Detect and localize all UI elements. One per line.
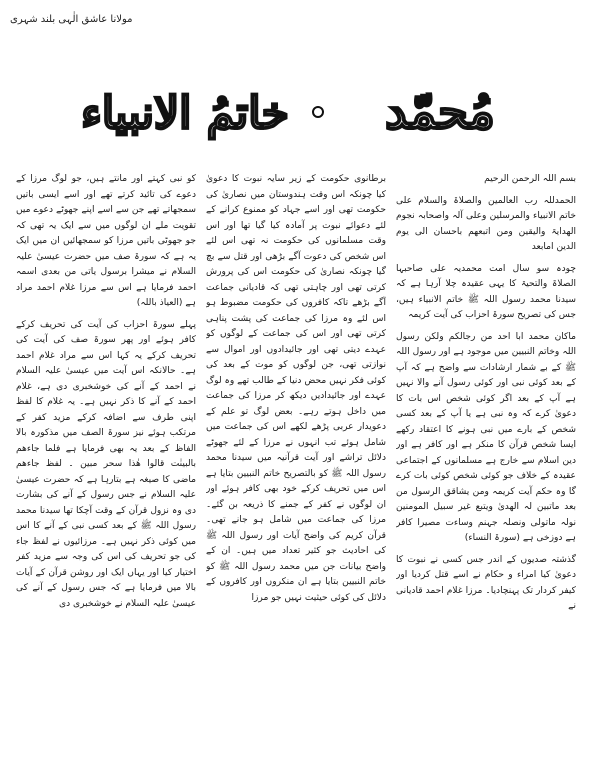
title-right-word: مُحمّد	[385, 84, 495, 140]
title-separator-dot	[313, 107, 323, 117]
paragraph: ماکان محمد ابا احد من رجالکم ولکن رسول اللہ وخاتم النبیین میں موجود ہے اور رسول اللہ ﷺ کے بے شمار ارشادات سے واضح ہے کہ آپ کے بعد کوئی نبی اور کوئی رسول آنے والا نہیں ہے آپ کے بعد اگر کوئی شخص اس بات کا دعویٰ کرے کہ وہ نبی ہے یا آپ کے بعد کسی شخص کے بارے میں نبی ہونے کا اعتقاد رکھے ایسا شخص قرآن کا منکر ہے اور کافر ہے اور دین اسلام سے خارج ہے مسلمانوں کے اجتماعی عقیدہ کے خلاف جو کوئی شخص کوئی بات کرے گا وہ حکم آیت کریمہ ومن یشاقق الرسول من بعد ماتبین لہ الھدیٰ ویتبع غیر سبیل المومنین نولہ ماتولی ونصلہ جہنم وساءت مصیرا کافر ہے دوزخی ہے (سورۃ النساء)	[396, 331, 576, 543]
paragraph: پہلے سورۃ احزاب کی آیت کی تحریف کرکے کافر ہوئے اور پھر سورۃ صف کی آیت کی تحریف کرکے یہ کہا اس سے مراد غلام احمد ہے۔ حالانکہ اس آیت میں عیسیٰ علیہ السلام نے احمد کے آنے کی خوشخبری دی ہے، غلام احمد کے آنے کا ذکر نہیں ہے۔ یہ غلام کا لفظ اپنی طرف سے اضافہ کرکے مزید کفر کے مرتکب ہوئے نیز سورۃ الصف میں مذکورہ بالا الفاظ کے بعد یہ بھی فرمایا ہے فلما جاءھم بالبینٰت قالوا ھٰذا سحر مبین ۔ لفظ جاءھم ماضی کا صیغہ ہے بتارہا ہے کہ حضرت عیسیٰ علیہ السلام نے جس رسول کے آنے کی بشارت دی وہ نزول قرآن کے وقت آچکا تھا سیدنا محمد رسول اللہ ﷺ کے بعد کسی نبی کے آنے کا اس میں کوئی ذکر نہیں ہے۔ مرزائیوں نے لفظ جاء کی جو تحریف کی اس کی وجہ سے مزید کفر اختیار کیا اور یہاں ایک اور روشن قرآن کے آیات بالا میں فرمایا ہے کہ جس رسول کے آنے کی عیسیٰ علیہ السلام نے خوشخبری دی	[16, 319, 196, 609]
title-left-word: خاتمُ الانبیاء	[81, 88, 289, 139]
article-body	[16, 172, 576, 752]
paragraph: چودہ سو سال امت محمدیہ علی صاحبہا الصلاۃ والتحیۃ کا یہی عقیدہ چلا آرہا ہے کہ سیدنا محمد رسول اللہ ﷺ خاتم الانبیاء ہیں، جس کی تصریح سورۃ احزاب کی آیت کریمہ	[396, 263, 576, 320]
paragraph: الحمدللہ رب العالمین والصلاۃ والسلام علی خاتم الانبیاء والمرسلین وعلی آلہ واصحابہ نجوم الھدایۃ والیقین ومن اتبعھم باحسان الی یوم الدین امابعد	[396, 195, 576, 252]
author-byline: مولانا عاشق الٰہی بلند شہری	[10, 14, 133, 25]
paragraph: گذشتہ صدیوں کے اندر جس کسی نے نبوت کا دعویٰ کیا امراء و حکام نے اسے قتل کردیا اور کیفر کردار تک پہنچادیا۔ مرزا غلام احمد قادیانی نے	[396, 554, 576, 611]
paragraph: بسم اللہ الرحمن الرحیم	[484, 174, 576, 184]
paragraph: کو نبی کہتے اور مانتے ہیں، جو لوگ مرزا کے دعوے کی تائید کرتے تھے اور اسے ایسی باتیں سمجھاتے تھے جن سے اسے اپنے جھوٹے دعوے میں تقویت ملے ان لوگوں میں سے ایک یہ تھی کہ جو جھوٹی باتیں مرزا کو سمجھائیں ان میں ایک یہ ہے کہ سورۃ صف میں حضرت عیسیٰ علیہ السلام نے میشرا برسول یاتی من بعدی اسمہ احمد فرمایا ہے اس سے مرزا غلام احمد مراد ہے (العیاذ باللہ)	[16, 174, 196, 308]
column-right	[396, 172, 576, 752]
calligraphic-title	[0, 62, 590, 158]
column-middle	[206, 172, 386, 752]
title-artwork	[0, 62, 590, 158]
paragraph: برطانوی حکومت کے زیر سایہ نبوت کا دعویٰ کیا چونکہ اس وقت ہندوستان میں نصاریٰ کی حکومت تھی اور اسے جہاد کو ممنوع کرانے کے لئے دعوائے نبوت پر آمادہ کیا گیا تھا اور اس وقت مسلمانوں کی حکومت نہ تھی اس لئے اس شخص کی دعوت آگے بڑھی اور قتل سے بچ گیا چونکہ نصاریٰ کی حکومت اس کی پرورش کرتی تھی اور چاہتی تھی کہ قادیانی جماعت آگے بڑھے تاکہ کافروں کی حکومت مضبوط ہو اس لئے وہ مرزا کی جماعت کی پشت پناہی کرتی تھی اور اس کی جماعت کے لوگوں کو عہدے دیتی تھی اور جائیدادوں اور اموال سے نوازتی تھی، جن لوگوں کو موت کے بعد کی کوئی فکر نہیں محض دنیا کے طالب تھے وہ لوگ عہدے اور جائیدادیں دیکھ کر مرزا کی جماعت میں داخل ہوتے رہے۔ بعض لوگ تو علم کے دعویدار عربی پڑھے لکھے اس کی جماعت میں شامل ہوئے تب انہوں نے مرزا کے لئے جھوٹے دلائل تراشے اور آیت قرآنیہ میں سیدنا محمد رسول اللہ ﷺ کو بالتصریح خاتم النبیین بتایا ہے اس میں تحریف کرکے خود بھی کافر ہوئے اور ان لوگوں نے کفر کے جمنے کا ذریعہ بن گئے۔ مرزا کی جماعت میں شامل ہو جانے تھی۔ قرآن کریم کی واضح آیات اور رسول اللہ ﷺ کی احادیث جو کثیر تعداد میں ہیں۔ ان کے واضح بیانات جن میں محمد رسول اللہ ﷺ کو خاتم النبیین بتایا ہے ان منکروں اور کافروں کے دلائل کی کوئی حیثیت نہیں جو مرزا	[206, 174, 386, 603]
column-left	[16, 172, 196, 752]
